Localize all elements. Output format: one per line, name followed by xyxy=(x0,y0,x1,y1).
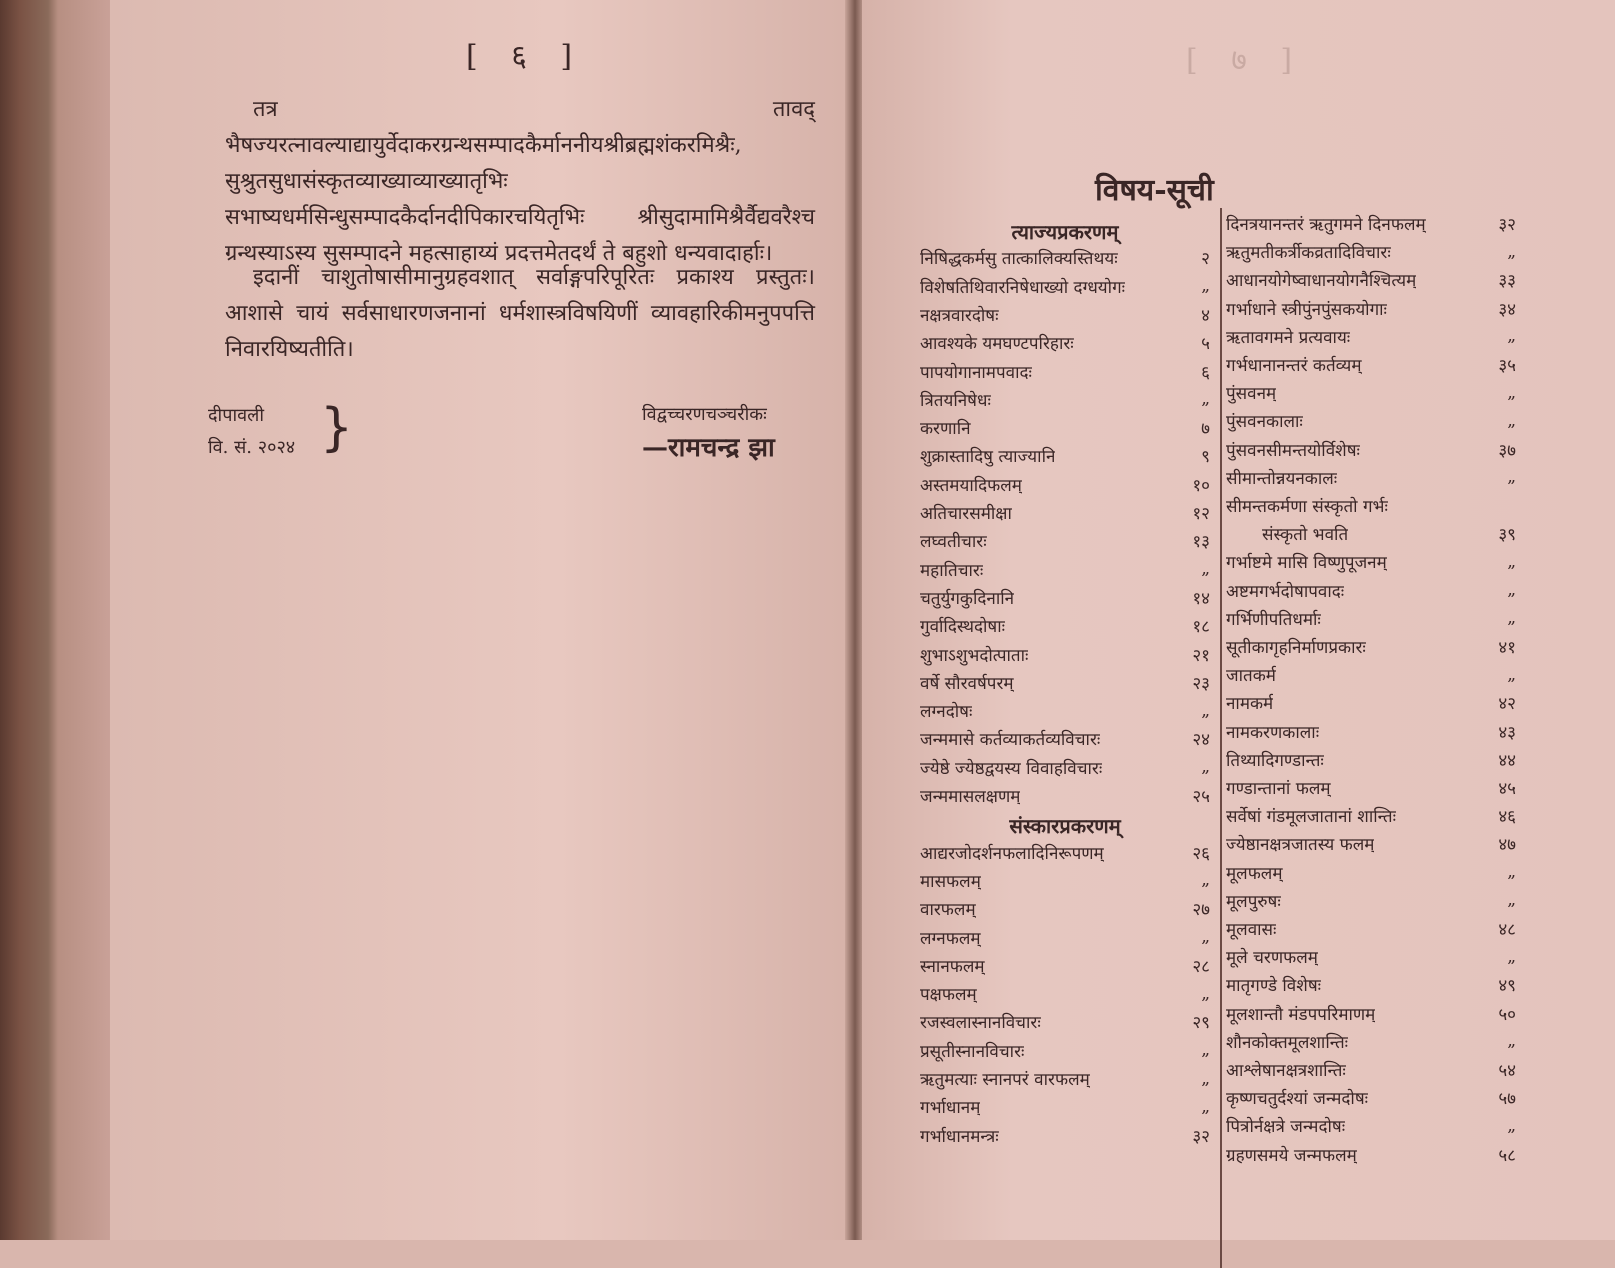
toc-entry-title: आश्लेषानक्षत्रशान्तिः xyxy=(1226,1061,1346,1081)
toc-entry-page: ५० xyxy=(1498,1004,1516,1025)
toc-entry-page: „ xyxy=(1201,700,1210,721)
toc-entry xyxy=(920,1124,1210,1147)
toc-entry-page: ५ xyxy=(1201,334,1210,355)
toc-entry-page: ५७ xyxy=(1498,1089,1516,1110)
toc-entry xyxy=(920,982,1210,1005)
toc-entry xyxy=(1226,832,1516,855)
toc-entry xyxy=(920,727,1210,750)
toc-entry xyxy=(920,1010,1210,1033)
toc-entry-page: „ xyxy=(1201,559,1210,580)
toc-entry-title: महातिचारः xyxy=(920,560,984,581)
toc-entry xyxy=(1226,720,1516,743)
toc-entry-page: २१ xyxy=(1192,645,1210,666)
toc-entry-title: अस्तमयादिफलम् xyxy=(920,475,1022,496)
toc-entry xyxy=(920,586,1210,609)
toc-entry-title: नामकरणकालाः xyxy=(1226,722,1320,743)
toc-entry-page: ४६ xyxy=(1498,807,1516,828)
toc-entry-page: ३३ xyxy=(1498,271,1516,292)
toc-entry-page: „ xyxy=(1507,664,1516,685)
toc-entry-title: करणानि xyxy=(920,419,971,440)
toc-entry-title: स्नानफलम् xyxy=(920,956,985,977)
closing-paragraph: इदानीं चाशुतोषासीमानुग्रहवशात् सर्वाङ्गपरिपूरितः प्रकाश्य प्रस्तुतः। आशासे चायं सर्वसाधारणजनानां धर्मशास्त्रविषयिणीं व्यावहारिकीमनुपपत्ति निवारयिष्यतीति। xyxy=(225,265,815,362)
toc-entry xyxy=(1226,691,1516,714)
toc-entry-title: शुभाऽशुभदोत्पाताः xyxy=(920,645,1029,666)
toc-entry-page: २६ xyxy=(1192,843,1210,864)
toc-entry-title: अष्टमगर्भदोषापवादः xyxy=(1226,581,1345,602)
toc-entry-title: शुक्रास्तादिषु त्याज्यानि xyxy=(920,447,1056,468)
toc-section-heading: त्याज्यप्रकरणम् xyxy=(1011,220,1119,244)
toc-entry xyxy=(920,1095,1210,1118)
toc-entry-title: मूलफलम् xyxy=(1226,863,1283,884)
author-name: —रामचन्द्र झा xyxy=(642,433,775,463)
toc-entry-title: लघ्वतीचारः xyxy=(920,532,987,553)
toc-entry xyxy=(1226,240,1516,263)
toc-entry-title: जातकर्म xyxy=(1226,666,1276,687)
toc-entry-page: ४५ xyxy=(1498,779,1516,799)
toc-entry xyxy=(1226,748,1516,771)
toc-entry xyxy=(920,699,1210,722)
toc-entry xyxy=(920,246,1210,269)
toc-entry-page: „ xyxy=(1201,927,1210,947)
toc-entry xyxy=(920,388,1210,411)
toc-entry-page: „ xyxy=(1507,608,1516,629)
acknowledgement-paragraph: तत्र तावद् भैषज्यरत्नावल्याद्यायुर्वेदाकरग्रन्थसम्पादकैर्माननीयश्रीब्रह्मशंकरमिश्रैः, सुश्रुतसुधासंस्कृतव्याख्याव्याख्यातृभिः सभाष्यधर्मसिन्धुसम्पादकैर्दानदीपिकारचयितृभिः श्रीसुदामामिश्रैर्वैद्यवरैश्च ग्रन्थस्याऽस्य सुसम्पादने महत्साहाय्यं प्रदत्तमेतदर्थं ते बहुशो धन्यवादार्हाः। xyxy=(225,97,815,266)
toc-entry-title: गर्भाधाने स्त्रीपुंनपुंसकयोगाः xyxy=(1226,299,1387,320)
toc-entry-title: मूलशान्तौ मंडपपरिमाणम् xyxy=(1226,1004,1376,1025)
toc-entry-title: त्रितयनिषेधः xyxy=(920,390,991,411)
toc-entry-title: कृष्णचतुर्दश्यां जन्मदोषः xyxy=(1226,1089,1369,1110)
toc-entry-page: २४ xyxy=(1192,730,1210,751)
toc-entry xyxy=(920,444,1210,467)
right-page-number: [ ७ ] xyxy=(1186,43,1305,78)
toc-entry xyxy=(920,756,1210,779)
toc-entry-title: गर्भधानानन्तरं कर्तव्यम् xyxy=(1226,356,1362,376)
toc-entry xyxy=(920,501,1210,524)
toc-entry xyxy=(1226,579,1516,602)
signature-place-date xyxy=(208,400,295,464)
toc-entry-title: पुंसवनसीमन्तयोर्विशेषः xyxy=(1226,440,1360,461)
toc-entry-title: पापयोगानामपवादः xyxy=(920,362,1032,383)
toc-entry-title: गर्भिणीपतिधर्माः xyxy=(1226,609,1321,630)
toc-entry xyxy=(920,331,1210,354)
toc-entry xyxy=(920,784,1210,807)
toc-entry xyxy=(1226,804,1516,827)
toc-entry xyxy=(1226,494,1516,517)
toc-entry xyxy=(920,1039,1210,1062)
toc-entry-title: आवश्यके यमघण्टपरिहारः xyxy=(920,334,1074,355)
toc-entry-page: २३ xyxy=(1192,673,1210,694)
toc-entry xyxy=(1226,268,1516,291)
toc-entry xyxy=(1226,466,1516,489)
toc-entry-title: वारफलम् xyxy=(920,900,976,921)
toc-entry-title: गण्डान्तानां फलम् xyxy=(1226,779,1331,799)
toc-entry-page: ४३ xyxy=(1498,722,1516,743)
toc-entry-page: ३५ xyxy=(1498,356,1516,376)
toc-entry-page: „ xyxy=(1201,870,1210,891)
toc-title: विषय-सूची xyxy=(1095,173,1214,208)
toc-entry xyxy=(1226,297,1516,320)
toc-entry-title: मातृगण्डे विशेषः xyxy=(1226,976,1322,997)
toc-entry-page: ३४ xyxy=(1498,299,1516,320)
toc-column-divider xyxy=(1220,208,1222,1268)
toc-entry xyxy=(920,643,1210,666)
toc-entry-page: „ xyxy=(1507,467,1516,488)
toc-entry xyxy=(1226,1030,1516,1053)
toc-entry xyxy=(1226,663,1516,686)
toc-entry-page: ४८ xyxy=(1498,920,1516,940)
toc-entry-page: „ xyxy=(1201,389,1210,410)
toc-entry-page: २ xyxy=(1201,249,1210,270)
toc-entry-page: ६ xyxy=(1201,362,1210,383)
toc-entry xyxy=(1226,1086,1516,1109)
toc-entry xyxy=(920,360,1210,383)
toc-entry xyxy=(920,954,1210,977)
toc-entry-page: ४२ xyxy=(1498,694,1516,715)
toc-entry-title: लग्नफलम् xyxy=(920,928,981,949)
toc-entry-page: १२ xyxy=(1192,504,1210,524)
toc-entry-title: आधानयोगेष्वाधानयोगनैश्चित्यम् xyxy=(1226,271,1417,292)
toc-entry-title: वर्षे सौरवर्षपरम् xyxy=(920,673,1014,694)
toc-entry-title: पुंसवनम् xyxy=(1226,384,1277,405)
toc-entry-page: १४ xyxy=(1192,588,1210,609)
toc-entry-page: „ xyxy=(1201,983,1210,1004)
toc-entry-title: लग्नदोषः xyxy=(920,702,973,723)
toc-entry-title: गर्भाधानम् xyxy=(920,1098,981,1119)
toc-entry-page: „ xyxy=(1507,580,1516,601)
toc-entry-title: आद्यरजोदर्शनफलादिनिरूपणम् xyxy=(920,843,1104,864)
toc-entry-title: अतिचारसमीक्षा xyxy=(920,504,1012,524)
toc-entry xyxy=(920,869,1210,892)
toc-entry-title: ऋतावगमने प्रत्यवायः xyxy=(1226,327,1351,348)
toc-entry xyxy=(1226,212,1516,235)
toc-entry-title: गुर्वादिस्थदोषाः xyxy=(920,617,1006,638)
left-page-number: [ ६ ] xyxy=(466,39,585,74)
toc-entry-page: २५ xyxy=(1192,787,1210,807)
toc-entry-title: सूतीकागृहनिर्माणप्रकारः xyxy=(1226,638,1366,658)
toc-entry-page: „ xyxy=(1507,1031,1516,1052)
toc-entry-page: ४७ xyxy=(1498,835,1516,856)
toc-entry-page: ५४ xyxy=(1498,1061,1516,1081)
toc-entry xyxy=(1226,1114,1516,1137)
toc-entry-page: १३ xyxy=(1192,532,1210,553)
toc-entry xyxy=(1226,1002,1516,1025)
toc-entry-title: सीमान्तोन्नयनकालः xyxy=(1226,468,1338,489)
toc-entry-title: गर्भाधानमन्त्रः xyxy=(920,1126,999,1147)
toc-entry-page: „ xyxy=(1507,946,1516,967)
toc-entry xyxy=(1226,381,1516,404)
toc-entry-title: मूलवासः xyxy=(1226,920,1277,940)
signature-block xyxy=(642,400,775,466)
toc-entry-page: „ xyxy=(1507,1115,1516,1136)
toc-entry-page: „ xyxy=(1201,1096,1210,1117)
signature-date: वि. सं. २०२४ xyxy=(208,437,296,458)
toc-entry-page: „ xyxy=(1201,276,1210,297)
toc-entry-title: ऋतुमतीकर्त्रीकव्रतादिविचारः xyxy=(1226,243,1391,264)
toc-entry-title: तिथ्यादिगण्डान्तः xyxy=(1226,750,1324,771)
toc-entry xyxy=(1226,861,1516,884)
toc-entry-page: २९ xyxy=(1192,1013,1210,1034)
toc-entry-title: विशेषतिथिवारनिषेधाख्यो दग्धयोगः xyxy=(920,277,1126,298)
toc-entry-page: ९ xyxy=(1201,447,1210,468)
toc-entry-title: ग्रहणसमये जन्मफलम् xyxy=(1226,1145,1357,1166)
toc-entry-title: संस्कृतो भवति xyxy=(1262,525,1349,546)
toc-entry-page: ७ xyxy=(1201,419,1210,440)
toc-entry-page: „ xyxy=(1201,757,1210,778)
toc-entry-title: गर्भाष्टमे मासि विष्णुपूजनम् xyxy=(1226,553,1387,574)
toc-entry-title: नामकर्म xyxy=(1226,694,1274,715)
toc-entry-page: „ xyxy=(1507,326,1516,347)
toc-entry xyxy=(1226,550,1516,573)
toc-entry-title: सर्वेषां गंडमूलजातानां शान्तिः xyxy=(1226,807,1397,828)
toc-entry-page: ५८ xyxy=(1498,1145,1516,1166)
signature-brace: } xyxy=(320,398,354,458)
toc-entry xyxy=(920,529,1210,552)
toc-entry-title: जन्ममासे कर्तव्याकर्तव्यविचारः xyxy=(920,730,1101,751)
toc-entry-page: २७ xyxy=(1192,900,1210,921)
signoff-text: विद्वच्चरणचञ्चरीकः xyxy=(642,404,767,425)
toc-entry-page: १० xyxy=(1192,475,1210,496)
toc-entry xyxy=(920,416,1210,439)
toc-entry xyxy=(1226,522,1516,545)
toc-entry-title: मूले चरणफलम् xyxy=(1226,948,1318,969)
toc-entry-page: ४४ xyxy=(1498,750,1516,771)
toc-entry-title: दिनत्रयानन्तरं ऋतुगमने दिनफलम् xyxy=(1226,215,1426,235)
toc-entry-page: „ xyxy=(1507,890,1516,911)
toc-entry-page: २८ xyxy=(1192,956,1210,977)
toc-entry-title: पित्रोर्नक्षत्रे जन्मदोषः xyxy=(1226,1117,1346,1138)
toc-entry-title: सीमन्तकर्मणा संस्कृतो गर्भः xyxy=(1226,497,1388,517)
toc-entry-page: ३२ xyxy=(1498,215,1516,235)
toc-entry-page: „ xyxy=(1507,410,1516,431)
toc-entry xyxy=(1226,917,1516,940)
signature-place: दीपावली xyxy=(208,405,264,426)
toc-entry-title: रजस्वलास्नानविचारः xyxy=(920,1013,1041,1034)
toc-entry-title: प्रसूतीस्नानविचारः xyxy=(920,1041,1025,1062)
toc-entry-title: चतुर्युगकुदिनानि xyxy=(920,588,1015,609)
toc-entry-page: ३२ xyxy=(1192,1126,1210,1147)
toc-entry-title: ज्येष्ठानक्षत्रजातस्य फलम् xyxy=(1226,835,1375,856)
toc-entry xyxy=(1226,776,1516,799)
toc-entry xyxy=(1226,945,1516,968)
toc-entry-title: पुंसवनकालाः xyxy=(1226,412,1303,433)
toc-entry-page: ४९ xyxy=(1498,976,1516,997)
toc-entry xyxy=(1226,607,1516,630)
toc-entry xyxy=(920,897,1210,920)
toc-entry-page: ४१ xyxy=(1498,638,1516,658)
toc-entry xyxy=(1226,635,1516,658)
toc-entry xyxy=(1226,438,1516,461)
toc-entry-page: ३७ xyxy=(1498,440,1516,461)
toc-entry xyxy=(1226,325,1516,348)
toc-entry xyxy=(920,558,1210,581)
toc-entry xyxy=(920,1067,1210,1090)
toc-entry xyxy=(920,275,1210,298)
toc-entry xyxy=(1226,889,1516,912)
toc-entry-page: ४ xyxy=(1201,305,1210,326)
toc-entry xyxy=(920,303,1210,326)
toc-entry xyxy=(1226,1143,1516,1166)
book-binding xyxy=(0,0,110,1240)
toc-entry-title: नक्षत्रवारदोषः xyxy=(920,305,999,326)
toc-entry xyxy=(1226,353,1516,376)
toc-entry xyxy=(1226,409,1516,432)
toc-entry xyxy=(920,841,1210,864)
toc-entry-title: निषिद्धकर्मसु तात्कालिक्यस्तिथयः xyxy=(920,249,1118,270)
toc-entry-title: पक्षफलम् xyxy=(920,985,977,1006)
toc-entry-page: „ xyxy=(1507,862,1516,883)
toc-entry-page: „ xyxy=(1201,1040,1210,1061)
toc-entry xyxy=(920,473,1210,496)
toc-entry-title: जन्ममासलक्षणम् xyxy=(920,787,1021,807)
toc-entry-page: १८ xyxy=(1192,617,1210,638)
toc-entry xyxy=(1226,1058,1516,1081)
toc-entry-title: ज्येष्ठे ज्येष्ठद्वयस्य विवाहविचारः xyxy=(920,758,1103,779)
toc-entry-page: „ xyxy=(1507,382,1516,403)
toc-entry-page: „ xyxy=(1507,551,1516,572)
toc-entry xyxy=(920,926,1210,949)
toc-entry-page: „ xyxy=(1201,1068,1210,1089)
toc-entry xyxy=(920,671,1210,694)
toc-entry xyxy=(1226,973,1516,996)
toc-entry xyxy=(920,614,1210,637)
toc-entry-page: „ xyxy=(1507,241,1516,262)
toc-entry-title: शौनकोक्तमूलशान्तिः xyxy=(1226,1032,1349,1053)
toc-entry-title: मूलपुरुषः xyxy=(1226,891,1281,912)
toc-entry-title: मासफलम् xyxy=(920,871,981,892)
toc-entry-title: ऋतुमत्याः स्नानपरं वारफलम् xyxy=(920,1070,1090,1090)
toc-section-heading: संस्कारप्रकरणम् xyxy=(1009,814,1121,839)
toc-entry-page: ३९ xyxy=(1498,525,1516,546)
